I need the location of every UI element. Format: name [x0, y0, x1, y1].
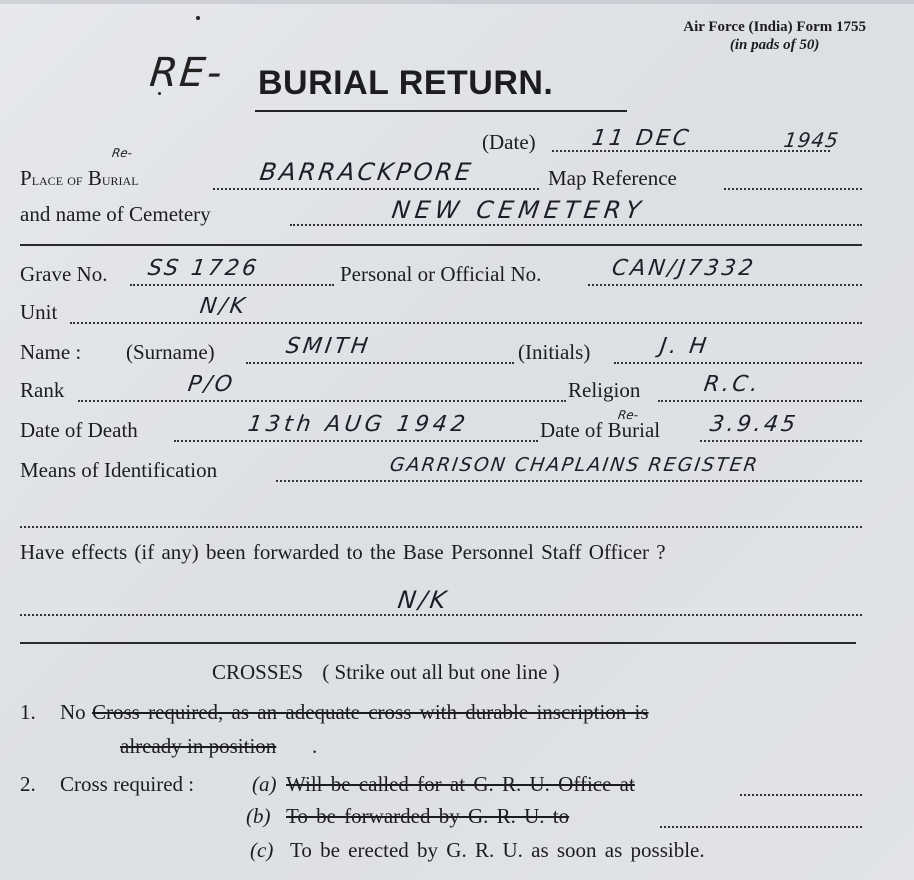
burial-date-value[interactable]: 3.9.45 [708, 412, 800, 437]
burial-date-fill-line [700, 440, 862, 442]
rank-value[interactable]: P/O [186, 372, 237, 397]
identification-extra-line [20, 526, 862, 528]
identification-fill-line [276, 480, 862, 482]
unit-label: Unit [20, 300, 58, 324]
option-b-fill-line [660, 826, 862, 828]
unit-row [20, 294, 862, 330]
form-identifier [683, 18, 866, 54]
option-a-fill-line [740, 794, 862, 796]
official-no-label: Personal or Official No. [340, 262, 542, 286]
initials-value[interactable]: J. H [658, 334, 711, 359]
effects-answer[interactable]: N/K [396, 586, 451, 614]
place-fill-line [213, 188, 539, 190]
effects-row [20, 540, 862, 570]
identification-value[interactable]: GARRISON CHAPLAINS REGISTER [388, 454, 761, 476]
date-year-value[interactable]: 1945 [782, 128, 841, 152]
place-row [20, 158, 862, 196]
option-c-letter: (c) [250, 838, 274, 862]
page-title: BURIAL RETURN. [258, 64, 554, 102]
initials-label: (Initials) [518, 340, 591, 364]
death-label: Date of Death [20, 418, 138, 442]
cross-option-b [20, 804, 862, 834]
date-day-month-value[interactable]: 11 DEC [590, 126, 693, 151]
option-a-letter: (a) [252, 772, 277, 796]
death-fill-line [174, 440, 538, 442]
option-b-text[interactable]: To be forwarded by G. R. U. to [286, 804, 570, 828]
crosses-heading-row [212, 660, 560, 685]
death-value[interactable]: 13th AUG 1942 [246, 412, 471, 437]
name-row [20, 334, 862, 370]
ink-dot [196, 16, 200, 20]
grave-fill-line [130, 284, 334, 286]
section-divider [20, 244, 862, 246]
handwritten-re-prefix: RE- [147, 50, 226, 96]
unit-value[interactable]: N/K [198, 294, 250, 319]
item-2-number: 2. [20, 772, 36, 796]
date-row [20, 126, 862, 160]
item-1-struck-line1: Cross required, as an adequate cross with durable inscription is [92, 700, 649, 724]
form-pads: (in pads of 50) [729, 37, 820, 53]
grave-label: Grave No. [20, 262, 108, 286]
item-1-no: No [60, 700, 86, 724]
place-value[interactable]: BARRACKPORE [258, 158, 476, 186]
option-c-text[interactable]: To be erected by G. R. U. as soon as possible. [290, 838, 705, 862]
name-label: Name : [20, 340, 82, 364]
re-annotation: Re- [111, 146, 134, 160]
item-2-label: Cross required : [60, 772, 195, 796]
surname-label: (Surname) [126, 340, 215, 364]
cemetery-label: and name of Cemetery [20, 202, 211, 226]
item-1-number: 1. [20, 700, 36, 724]
paper-edge [0, 0, 914, 4]
form-id: Air Force (India) Form 1755 [683, 19, 866, 35]
cross-option-c [20, 838, 862, 868]
identification-row [20, 454, 862, 488]
map-reference-fill-line[interactable] [724, 188, 862, 190]
rank-row [20, 372, 862, 408]
item-1-period: . [312, 734, 318, 758]
option-a-text[interactable]: Will be called for at G. R. U. Office at [286, 772, 635, 796]
identification-label: Means of Identification [20, 458, 218, 482]
cemetery-fill-line [290, 224, 862, 226]
cross-item-2 [20, 772, 862, 802]
grave-row [20, 256, 862, 292]
official-no-value[interactable]: CAN/J7332 [610, 256, 758, 281]
official-no-fill-line [588, 284, 862, 286]
religion-fill-line [658, 400, 862, 402]
burial-date-label: Date of Burial [540, 418, 661, 442]
date-label: (Date) [482, 130, 536, 154]
religion-value[interactable]: R.C. [702, 372, 763, 397]
map-reference-label: Map Reference [548, 166, 677, 190]
cemetery-value[interactable]: NEW CEMETERY [390, 196, 648, 224]
grave-value[interactable]: SS 1726 [146, 256, 261, 281]
crosses-heading: CROSSES [212, 660, 304, 684]
item-1-struck-line2: already in position [120, 734, 277, 758]
section-divider [20, 642, 856, 644]
crosses-note: ( Strike out all but one line ) [322, 660, 560, 684]
cemetery-row [20, 196, 862, 232]
surname-fill-line [246, 362, 514, 364]
effects-fill-line [20, 614, 862, 616]
rank-fill-line [78, 400, 566, 402]
rank-label: Rank [20, 378, 65, 402]
title-underline [255, 110, 627, 112]
initials-fill-line [614, 362, 862, 364]
option-b-letter: (b) [246, 804, 271, 828]
cross-item-1-cont [20, 734, 862, 764]
surname-value[interactable]: SMITH [284, 334, 373, 359]
religion-label: Religion [568, 378, 641, 402]
effects-question: Have effects (if any) been forwarded to the Base Personnel Staff Officer ? [20, 540, 666, 564]
unit-fill-line [70, 322, 862, 324]
cross-item-1[interactable] [20, 700, 862, 730]
place-label: Place of Burial [20, 166, 139, 190]
burial-re-annotation: Re- [617, 408, 640, 422]
